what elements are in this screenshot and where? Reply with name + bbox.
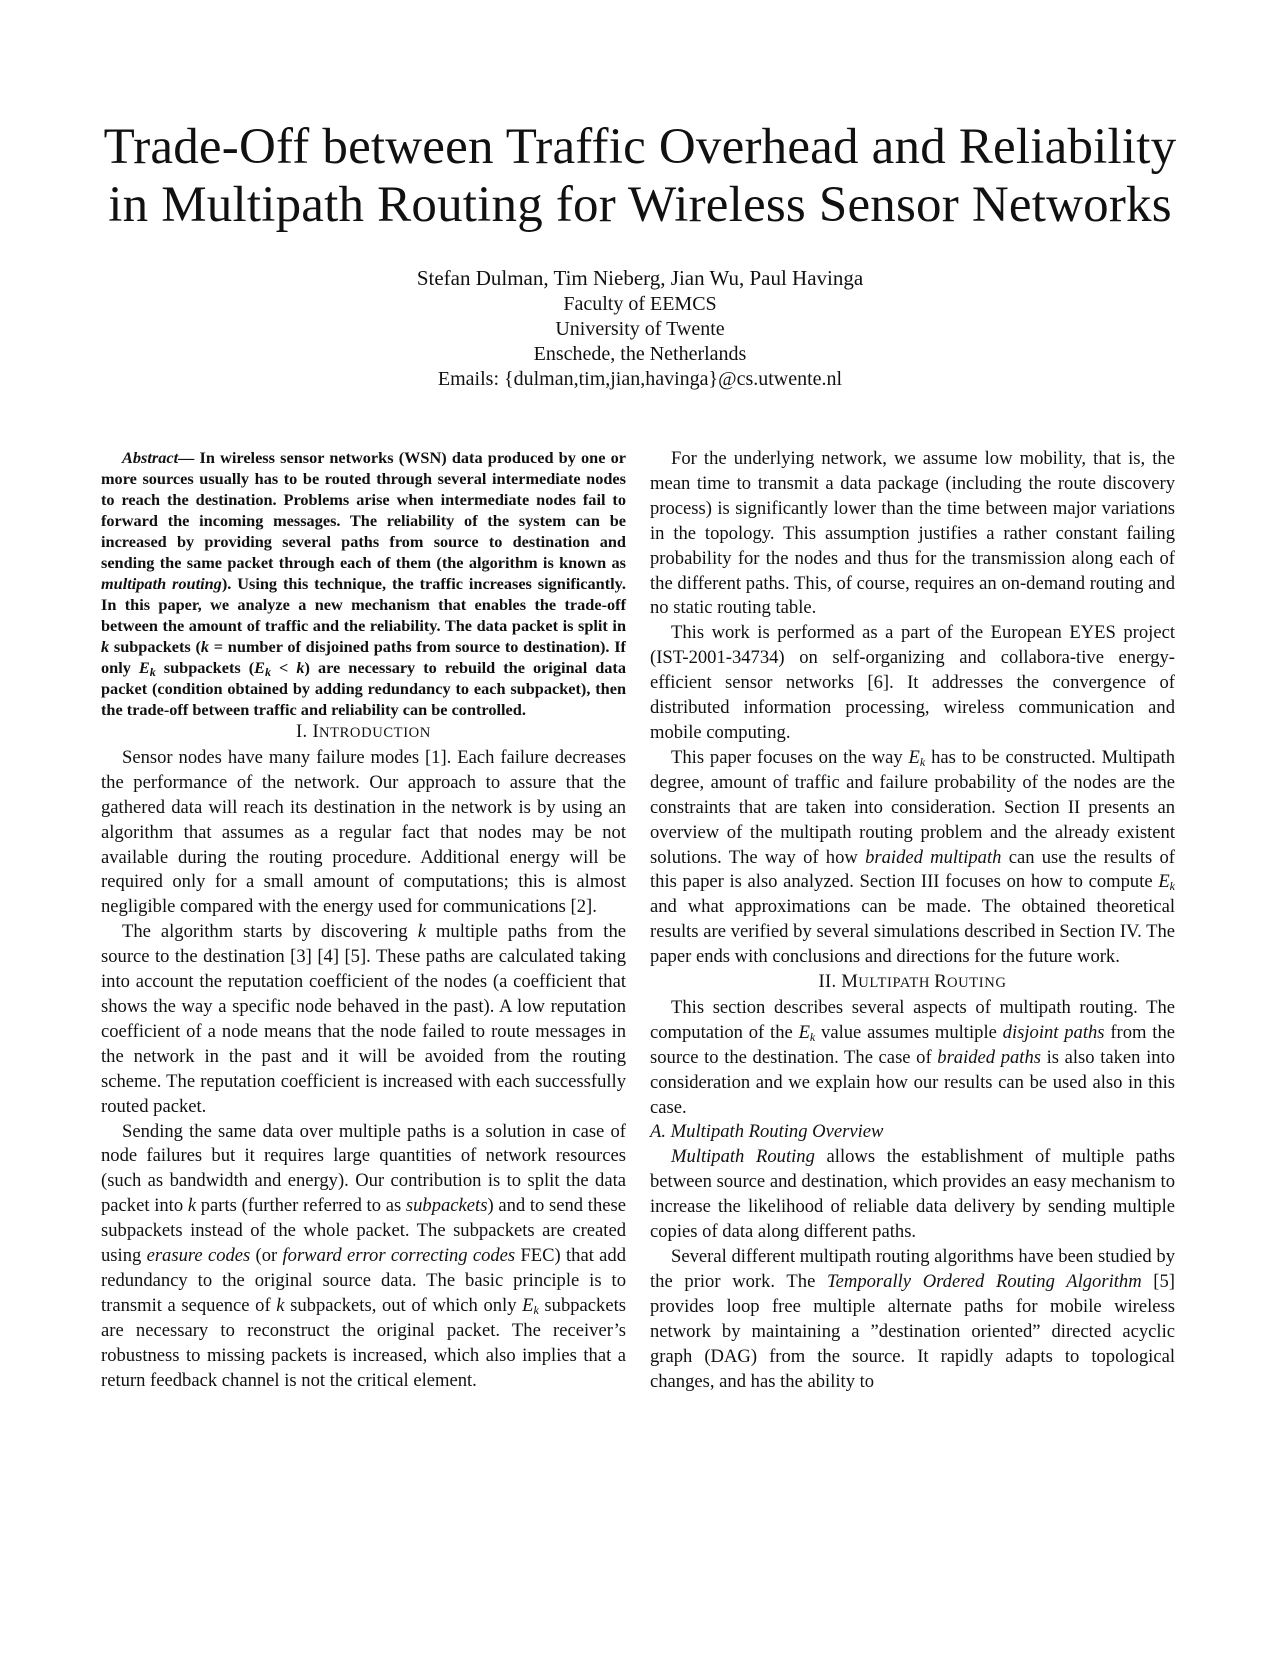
- left-column: [101, 447, 626, 1393]
- paper-title: [60, 118, 1220, 234]
- abstract: Abstract— In wireless sensor networks (WSN) data produced by one or more sources usually has to be routed through several intermediate nodes to reach the destination. Problems arise when intermediate nodes fail to forward the incoming messages. The reliability of the system can be increased by providing several paths from source to destination and sending the same packet through each of them (the algorithm is known as multipath routing). Using this technique, the traffic increases significantly. In this paper, we analyze a new mechanism that enables the trade-off between the amount of traffic and the reliability. The data packet is split in k subpackets (k = number of disjoined paths from source to destination). If only $E_k$ subpackets $(E_k < k)$ are necessary to rebuild the original data packet (condition obtained by adding redundancy to each subpacket), then the trade-off between traffic and reliability can be controlled.: [101, 448, 626, 719]
- intro-paragraph-6: This paper focuses on the way $E_k$ has to be constructed. Multipath degree, amount of traffic and failure probability of the nodes are the constraints that are taken into consideration. Section II presents an overview of the multipath routing problem and the already existent solutions. The way of how braided multipath can use the results of this paper is also analyzed. Section III focuses on how to compute $E_k$ and what approximations can be made. The obtained theoretical results are verified by several simulations described in Section IV. The paper ends with conclusions and directions for the future work.: [650, 746, 1176, 968]
- intro-paragraph-4: For the underlying network, we assume low mobility, that is, the mean time to transmit a data package (including the route discovery process) is significantly lower than the time between major variations in the topology. This assumption justifies a rather constant failing probability for the nodes and thus for the transmission along each of the different paths. This, of course, requires an on-demand routing and no static routing table.: [650, 448, 1175, 619]
- section2-paragraph-1: This section describes several aspects of multipath routing. The computation of the $E_k$ value assumes multiple disjoint paths from the source to the destination. The case of braided paths is also taken into consideration and we explain how our results can be used also in this case.: [650, 996, 1176, 1118]
- affiliation-university: University of Twente: [555, 318, 725, 340]
- intro-paragraph-5: This work is performed as a part of the European EYES project (IST-2001-34734) on self-organizing and collabora-tive energy-efficient sensor networks [6]. It addresses the convergence of distributed information processing, wireless communication and mobile computing.: [650, 622, 1175, 743]
- intro-paragraph-3: Sending the same data over multiple paths is a solution in case of node failures but it requires large quantities of network resources (such as bandwidth and energy). Our contribution is to split the data packet into k parts (further referred to as subpackets) and to send these subpackets instead of the whole packet. The subpackets are created using erasure codes (or forward error correcting codes FEC) that add redundancy to the original source data. The basic principle is to transmit a sequence of k subpackets, out of which only $E_k$ subpackets are necessary to reconstruct the original packet. The receiver’s robustness to missing packets is increased, which also implies that a return feedback channel is not the critical element.: [101, 1120, 627, 1391]
- author-names: Stefan Dulman, Tim Nieberg, Jian Wu, Paul Havinga: [416, 266, 864, 290]
- title-line-1: Trade-Off between Traffic Overhead and Reliability: [103, 119, 1177, 175]
- subsection-heading-overview: A. Multipath Routing Overview: [650, 1121, 884, 1143]
- intro-paragraph-1: Sensor nodes have many failure modes [1]. Each failure decreases the performance of the network. Our approach to assure that the gathered data will reach its destination in the network is by using an algorithm that assumes as a regular fact that nodes may be not available during the routing procedure. Additional energy will be required only for a small amount of computations; this is almost negligible compared with the energy used for communications [2].: [101, 746, 626, 918]
- affiliation-faculty: Faculty of EEMCS: [563, 293, 717, 315]
- affiliation-location: Enschede, the Netherlands: [533, 343, 747, 365]
- section-heading-multipath-routing: II. MULTIPATH ROUTING: [818, 971, 1007, 993]
- abstract-multipath-term: multipath routing: [101, 574, 222, 593]
- section-heading-introduction: I. INTRODUCTION: [296, 721, 431, 742]
- intro-paragraph-2: The algorithm starts by discovering k multiple paths from the source to the destination [3] [4] [5]. These paths are calculated taking into account the reputation coefficient of the nodes (a coefficient that shows the way a specific node behaved in the past). A low reputation coefficient of a node means that the node failed to route messages in the network in the past and it will be avoided from the routing scheme. The reputation coefficient is increased with each successfully routed packet.: [101, 921, 626, 1117]
- section2-paragraph-2: Multipath Routing allows the establishment of multiple paths between source and destination, which provides an easy mechanism to increase the likelihood of reliable data delivery by sending multiple copies of data along different paths.: [650, 1146, 1175, 1243]
- section2-paragraph-3: Several different multipath routing algorithms have been studied by the prior work. The Temporally Ordered Routing Algorithm [5] provides loop free multiple alternate paths for mobile wireless network by maintaining a ”destination oriented” directed acyclic graph (DAG) from the source. It rapidly adapts to topological changes, and has the ability to: [650, 1246, 1175, 1392]
- title-line-2: in Multipath Routing for Wireless Sensor Networks: [108, 177, 1172, 233]
- right-column: [650, 447, 1175, 1394]
- author-emails: Emails: {dulman,tim,jian,havinga}@cs.utwente.nl: [437, 368, 843, 390]
- author-block: [240, 266, 1040, 392]
- abstract-lead: Abstract—: [122, 448, 195, 467]
